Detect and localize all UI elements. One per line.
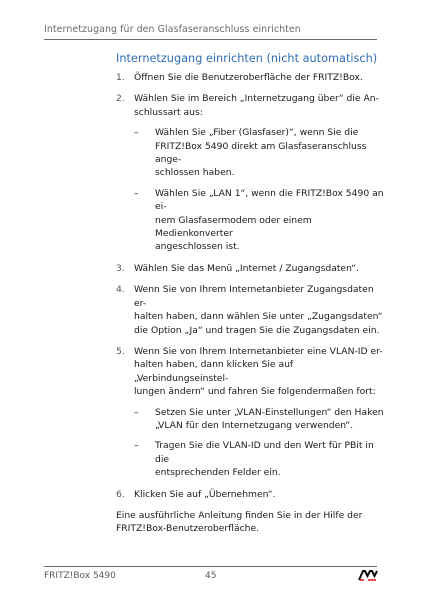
text-line: „VLAN für den Internetzugang verwenden“. [155,419,354,431]
step-number: 6. [116,488,125,500]
sub-item-text [155,187,386,254]
text-line: Wählen Sie im Bereich „Internetzugang über“ die An- [134,93,379,105]
header-divider [44,39,377,40]
page-content [116,52,386,536]
dash-bullet: – [134,187,139,199]
sub-item [134,187,386,254]
closing-paragraph [116,509,386,536]
text-line: Tragen Sie die VLAN-ID und den Wert für PBit in die [155,440,374,465]
footer-product: FRITZ!Box 5490 [44,571,116,581]
step-number: 3. [116,262,125,274]
text-line: schlussart aus: [134,106,203,118]
text-line: Wenn Sie von Ihrem Internetanbieter eine VLAN-ID er- [134,345,383,357]
sub-item [134,439,386,479]
text-line: Wählen Sie das Menü „Internet / Zugangsdaten“. [134,262,359,274]
step-text [134,262,386,275]
section-title: Internetzugang einrichten (nicht automatisch) [116,52,378,65]
avm-logo-icon [358,569,378,581]
sub-item [134,406,386,433]
sub-item-text [155,439,386,479]
text-line: halten haben, dann klicken Sie auf „Verbindungseinstel- [134,359,294,384]
text-line: Wählen Sie „Fiber (Glasfaser)“, wenn Sie die [155,127,359,139]
sub-item [134,126,386,180]
step-number: 4. [116,284,125,296]
text-line: Eine ausführliche Anleitung finden Sie in der Hilfe der [116,509,363,521]
text-line: Wenn Sie von Ihrem Internetanbieter Zugangsdaten er- [134,284,374,309]
text-line: schlossen haben. [155,167,235,179]
text-line: Klicken Sie auf „Übernehmen“. [134,488,276,500]
text-line: entsprechenden Felder ein. [155,467,281,479]
text-line: Öffnen Sie die Benutzeroberfläche der FRITZ!Box. [134,72,363,83]
step-number: 1. [116,72,125,83]
text-line: angeschlossen ist. [155,241,240,253]
text-line: Wählen Sie „LAN 1“, wenn die FRITZ!Box 5490 an ei- [155,187,384,213]
step-item [116,262,386,275]
step-number: 2. [116,93,125,105]
text-line: nem Glasfasermodem oder einem Medienkonverter [155,214,312,240]
step-text [134,71,386,84]
running-header: Internetzugang für den Glasfaseranschluss einrichten [44,24,301,35]
dash-bullet: – [134,440,139,452]
steps-list [116,71,386,501]
text-line: Setzen Sie unter „VLAN-Einstellungen“ den Haken [155,406,384,418]
text-line: FRITZ!Box-Benutzeroberfläche. [116,523,260,535]
page-number: 45 [205,571,217,581]
dash-bullet: – [134,127,139,139]
step-text [134,283,386,337]
text-line: FRITZ!Box 5490 direkt am Glasfaseranschluss ange- [155,140,367,166]
step-item [116,488,386,501]
sub-item-text [155,126,386,180]
step-item [116,283,386,337]
text-line: die Option „Ja“ und tragen Sie die Zugangsdaten ein. [134,324,380,336]
step-item [116,71,386,84]
text-line: halten haben, dann wählen Sie unter „Zugangsdaten“ [134,311,383,323]
dash-bullet: – [134,406,139,418]
footer-divider [44,566,377,567]
step-item [116,345,386,480]
step-number: 5. [116,345,125,357]
step-text [134,92,386,119]
step-item [116,92,386,253]
text-line: lungen ändern“ und fahren Sie folgendermaßen fort: [134,386,376,398]
sub-item-text [155,406,386,433]
step-text [134,345,386,399]
step-text [134,488,386,501]
